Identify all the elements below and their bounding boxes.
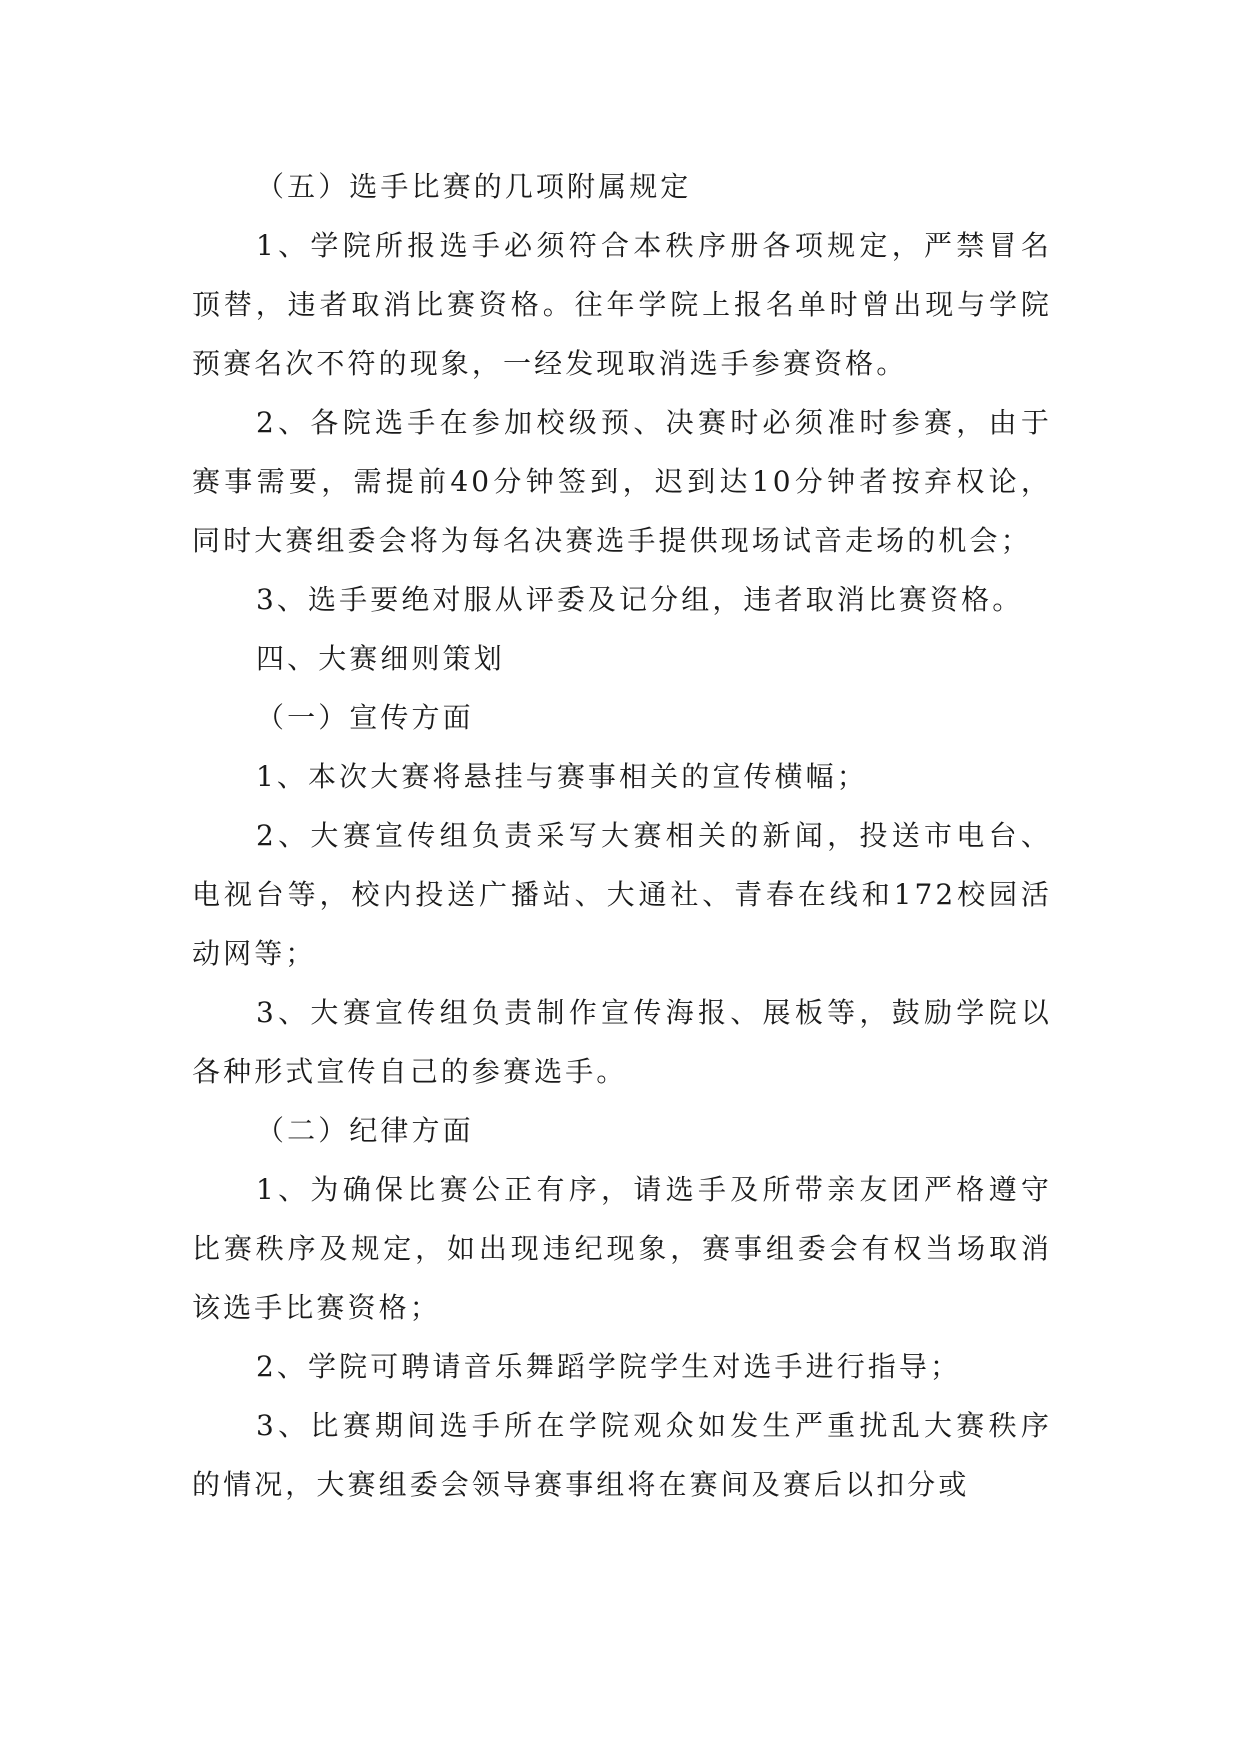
- subsection-heading-discipline: （二）纪律方面: [256, 1114, 474, 1147]
- paragraph-publicity-2: 2、大赛宣传组负责采写大赛相关的新闻，投送市电台、电视台等，校内投送广播站、大通社、青春在线和172校园活动网等；: [192, 819, 1052, 970]
- paragraph-publicity-1: 1、本次大赛将悬挂与赛事相关的宣传横幅；: [256, 760, 868, 793]
- section-heading-detailed-planning: 四、大赛细则策划: [256, 642, 505, 675]
- paragraph-publicity-3: 3、大赛宣传组负责制作宣传海报、展板等，鼓励学院以各种形式宣传自己的参赛选手。: [192, 996, 1052, 1088]
- document-body: [192, 157, 1052, 1514]
- paragraph-discipline-3: 3、比赛期间选手所在学院观众如发生严重扰乱大赛秩序的情况，大赛组委会领导赛事组将在赛间及赛后以扣分或: [192, 1409, 1052, 1501]
- paragraph-discipline-1: 1、为确保比赛公正有序，请选手及所带亲友团严格遵守比赛秩序及规定，如出现违纪现象，赛事组委会有权当场取消该选手比赛资格；: [192, 1173, 1052, 1324]
- paragraph-rule-1: 1、学院所报选手必须符合本秩序册各项规定，严禁冒名顶替，违者取消比赛资格。往年学院上报名单时曾出现与学院预赛名次不符的现象，一经发现取消选手参赛资格。: [192, 229, 1052, 380]
- paragraph-rule-3: 3、选手要绝对服从评委及记分组，违者取消比赛资格。: [256, 583, 1024, 616]
- section-heading-attached-rules: （五）选手比赛的几项附属规定: [256, 170, 692, 203]
- subsection-heading-publicity: （一）宣传方面: [256, 701, 474, 734]
- paragraph-rule-2: 2、各院选手在参加校级预、决赛时必须准时参赛，由于赛事需要，需提前40分钟签到，迟到达10分钟者按弃权论，同时大赛组委会将为每名决赛选手提供现场试音走场的机会；: [192, 406, 1052, 557]
- paragraph-discipline-2: 2、学院可聘请音乐舞蹈学院学生对选手进行指导；: [256, 1350, 962, 1383]
